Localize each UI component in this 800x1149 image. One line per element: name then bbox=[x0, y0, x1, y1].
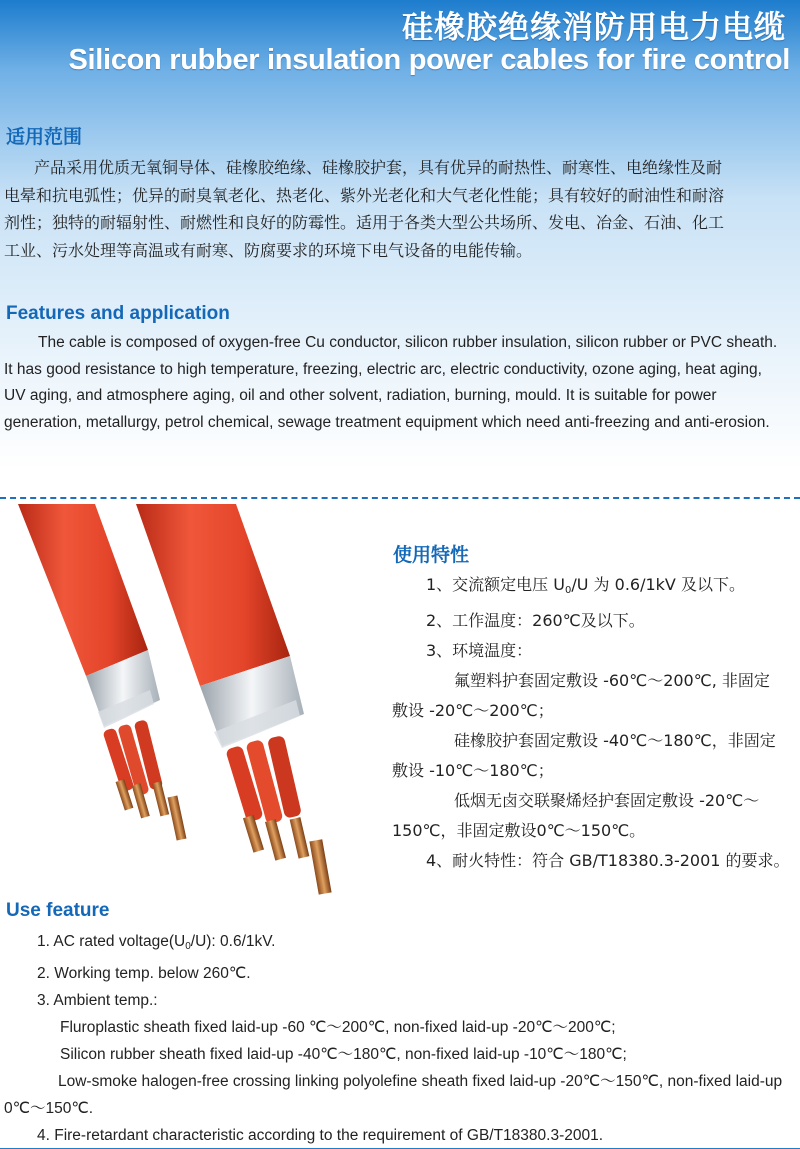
use-heading-cn: 使用特性 bbox=[393, 544, 470, 566]
scope-paragraph-cn bbox=[4, 154, 796, 264]
scope-line: 剂性；独特的耐辐射性、耐燃性和良好的防霉性。适用于各类大型公共场所、发电、冶金、石油、化工 bbox=[4, 213, 725, 232]
use-en-item-3a: Fluroplastic sheath fixed laid-up -60 ℃～200℃, non-fixed laid-up -20℃～200℃; bbox=[60, 1019, 616, 1036]
use-item-4: 4、耐火特性：符合 GB/T18380.3-2001 的要求。 bbox=[426, 851, 790, 870]
cable-illustration bbox=[0, 500, 390, 910]
use-heading-en: Use feature bbox=[6, 900, 110, 921]
use-en-item-2: 2. Working temp. below 260℃. bbox=[37, 965, 251, 982]
scope-line: 工业、污水处理等高温或有耐寒、防腐要求的环境下电气设备的电能传输。 bbox=[4, 240, 533, 260]
features-line: It has good resistance to high temperature, freezing, electric arc, electric conductivity, ozone aging, heat aging, bbox=[4, 360, 762, 378]
use-list-en bbox=[4, 928, 796, 1149]
features-line: generation, metallurgy, petrol chemical, sewage treatment equipment which need anti-freezing and anti-erosion. bbox=[4, 413, 770, 431]
title-english: Silicon rubber insulation power cables for fire control bbox=[68, 44, 790, 76]
title-chinese: 硅橡胶绝缘消防用电力电缆 bbox=[402, 10, 786, 46]
use-item-3b: 硅橡胶护套固定敷设 -40℃～180℃，非固定 bbox=[454, 731, 776, 750]
features-heading-en: Features and application bbox=[6, 303, 230, 324]
use-en-item-4: 4. Fire-retardant characteristic according to the requirement of GB/T18380.3-2001. bbox=[37, 1127, 604, 1144]
cable-right bbox=[136, 504, 332, 895]
use-en-item-3c-cont: 0℃～150℃. bbox=[4, 1100, 94, 1117]
use-item-3a: 氟塑料护套固定敷设 -60℃～200℃, 非固定 bbox=[454, 671, 770, 690]
use-en-item-3: 3. Ambient temp.: bbox=[37, 992, 158, 1009]
use-item-3a-cont: 敷设 -20℃～200℃； bbox=[392, 701, 554, 720]
use-item-2: 2、工作温度：260℃及以下。 bbox=[426, 611, 645, 630]
features-line: UV aging, and atmosphere aging, oil and other solvent, radiation, burning, mould. It is suitable for power bbox=[4, 387, 717, 404]
use-list-cn bbox=[392, 570, 796, 876]
dashed-divider bbox=[0, 497, 800, 499]
use-en-item-3b: Silicon rubber sheath fixed laid-up -40℃～180℃, non-fixed laid-up -10℃～180℃; bbox=[60, 1046, 627, 1063]
use-item-3: 3、环境温度： bbox=[426, 641, 533, 660]
use-en-item-3c: Low-smoke halogen-free crossing linking polyolefine sheath fixed laid-up -20℃～150℃, non-fixed laid-up bbox=[58, 1073, 783, 1090]
scope-heading-cn: 适用范围 bbox=[6, 126, 83, 148]
use-item-3b-cont: 敷设 -10℃～180℃； bbox=[392, 761, 554, 780]
use-item-3c: 低烟无卤交联聚烯烃护套固定敷设 -20℃～ bbox=[454, 791, 760, 810]
features-paragraph-en bbox=[4, 330, 796, 436]
use-item-1: 1、交流额定电压 $U_0/U$ 为 0.6/1kV 及以下。 bbox=[426, 575, 745, 596]
scope-line: 电晕和抗电弧性；优异的耐臭氧老化、热老化、紫外光老化和大气老化性能；具有较好的耐油性和耐溶 bbox=[4, 185, 725, 205]
features-line: The cable is composed of oxygen-free Cu conductor, silicon rubber insulation, silicon rubber or PVC sheath. bbox=[38, 334, 778, 351]
scope-line: 产品采用优质无氧铜导体、硅橡胶绝缘、硅橡胶护套，具有优异的耐热性、耐寒性、电绝缘性及耐 bbox=[34, 158, 723, 177]
use-en-item-1: 1. AC rated $voltage(U_0/U)$: 0.6/1kV. bbox=[37, 933, 276, 952]
use-item-3c-cont: 150℃，非固定敷设0℃～150℃。 bbox=[392, 821, 646, 840]
